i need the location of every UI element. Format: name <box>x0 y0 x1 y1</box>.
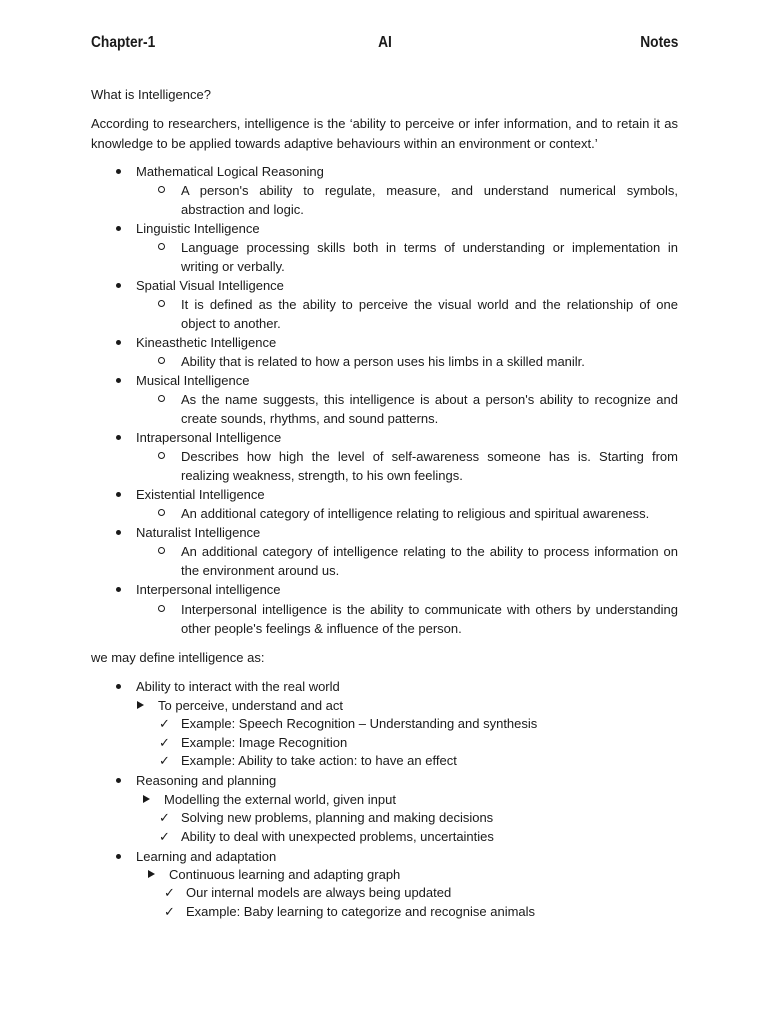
ring-bullet-icon <box>158 357 165 364</box>
bullet-icon <box>116 378 121 383</box>
checkmark-icon: ✓ <box>164 885 175 900</box>
type-name: Mathematical Logical Reasoning <box>136 164 324 179</box>
type-name: Musical Intelligence <box>136 373 250 388</box>
define-point: Solving new problems, planning and making decisions <box>181 810 494 825</box>
define-subitem: Continuous learning and adapting graph <box>169 867 401 882</box>
bullet-icon <box>116 169 121 174</box>
type-name: Existential Intelligence <box>136 487 265 502</box>
bullet-icon <box>116 226 121 231</box>
type-name: Intrapersonal Intelligence <box>136 430 282 445</box>
checkmark-icon: ✓ <box>159 810 170 825</box>
type-name: Spatial Visual Intelligence <box>136 278 284 293</box>
type-description: It is defined as the ability to perceive the visual world and the relationship of one object to another. <box>181 297 678 331</box>
bullet-icon <box>116 587 121 592</box>
arrow-bullet-icon <box>148 870 155 878</box>
checkmark-icon: ✓ <box>159 753 170 768</box>
ring-bullet-icon <box>158 547 165 554</box>
define-point: Example: Image Recognition <box>181 735 348 750</box>
define-item: Reasoning and planning <box>136 773 277 788</box>
bullet-icon <box>116 340 121 345</box>
ring-bullet-icon <box>158 300 165 307</box>
define-point: Example: Ability to take action: to have an effect <box>181 753 457 768</box>
define-point: Our internal models are always being updated <box>186 885 452 900</box>
type-description: Ability that is related to how a person uses his limbs in a skilled manilr. <box>181 354 585 369</box>
checkmark-icon: ✓ <box>164 904 175 919</box>
define-subitem: Modelling the external world, given input <box>164 792 396 807</box>
subject-label: AI <box>377 34 392 51</box>
arrow-bullet-icon <box>137 701 144 709</box>
bullet-icon <box>116 854 121 859</box>
define-item: Ability to interact with the real world <box>136 679 340 694</box>
ring-bullet-icon <box>158 243 165 250</box>
type-name: Kineasthetic Intelligence <box>136 335 277 350</box>
define-subitem: To perceive, understand and act <box>158 698 344 713</box>
type-description: An additional category of intelligence relating to the ability to process information on the environment around us. <box>181 544 678 578</box>
define-item: Learning and adaptation <box>136 849 277 864</box>
definition-paragraph: According to researchers, intelligence is the ‘ability to perceive or infer information, and to retain it as knowledge to be applied towards adaptive behaviours within an environment or context.’ <box>91 116 678 151</box>
ring-bullet-icon <box>158 395 165 402</box>
checkmark-icon: ✓ <box>159 829 170 844</box>
checkmark-icon: ✓ <box>159 735 170 750</box>
type-description: Language processing skills both in terms of understanding or implementation in writing or verbally. <box>181 240 678 274</box>
type-name: Linguistic Intelligence <box>136 221 260 236</box>
bullet-icon <box>116 530 121 535</box>
define-point: Ability to deal with unexpected problems, uncertainties <box>181 829 494 844</box>
bullet-icon <box>116 684 121 689</box>
ring-bullet-icon <box>158 605 165 612</box>
bullet-icon <box>116 435 121 440</box>
type-name: Naturalist Intelligence <box>136 525 261 540</box>
notes-label: Notes <box>639 34 678 51</box>
question-heading: What is Intelligence? <box>91 87 211 102</box>
define-point: Example: Baby learning to categorize and recognise animals <box>186 904 536 919</box>
define-point: Example: Speech Recognition – Understanding and synthesis <box>181 716 538 731</box>
type-description: As the name suggests, this intelligence is about a person's ability to recognize and create sounds, rhythms, and sound patterns. <box>181 392 678 426</box>
bullet-icon <box>116 283 121 288</box>
chapter-label: Chapter-1 <box>91 34 156 51</box>
ring-bullet-icon <box>158 509 165 516</box>
define-intro: we may define intelligence as: <box>91 650 265 665</box>
type-description: Interpersonal intelligence is the ability to communicate with others by understanding other people's feelings & influence of the person. <box>181 602 678 636</box>
ring-bullet-icon <box>158 452 165 459</box>
ring-bullet-icon <box>158 186 165 193</box>
page-header <box>91 34 678 56</box>
type-description: A person's ability to regulate, measure, and understand numerical symbols, abstraction and logic. <box>181 183 678 217</box>
type-name: Interpersonal intelligence <box>136 582 281 597</box>
checkmark-icon: ✓ <box>159 716 170 731</box>
type-description: An additional category of intelligence relating to religious and spiritual awareness. <box>181 506 650 521</box>
arrow-bullet-icon <box>143 795 150 803</box>
type-description: Describes how high the level of self-awareness someone has is. Starting from realizing weakness, strength, to his own feelings. <box>181 449 678 483</box>
bullet-icon <box>116 778 121 783</box>
bullet-icon <box>116 492 121 497</box>
